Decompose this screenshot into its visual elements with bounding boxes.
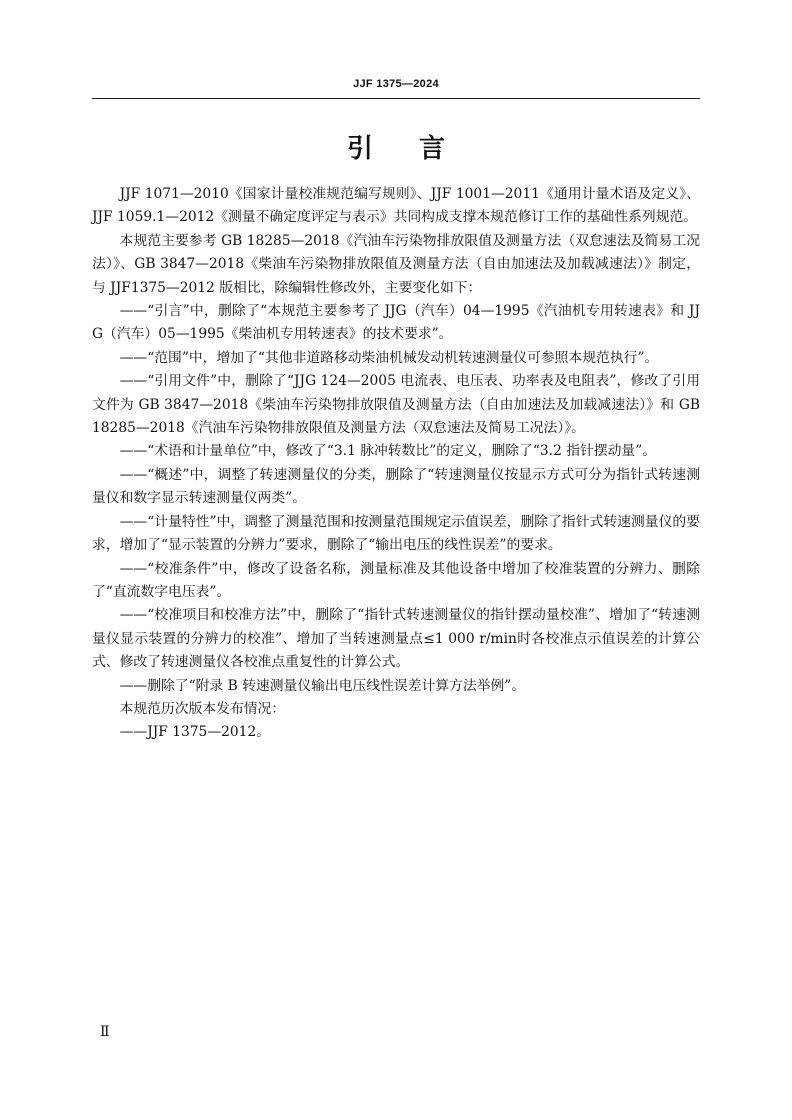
body-text bbox=[92, 183, 700, 745]
paragraph: ——“校准条件”中，修改了设备名称，测量标准及其他设备中增加了校准装置的分辨力、删除了“直流数字电压表”。 bbox=[92, 560, 700, 600]
paragraph: ——“引用文件”中，删除了“JJG 124—2005 电流表、电压表、功率表及电阻表”，修改了引用文件为 GB 3847—2018《柴油车污染物排放限值及测量方法（自由加速法及加载减速法）》和 GB 18285—2018《汽油车污染物排放限值及测量方法（双怠速法及简易工况法）》。 bbox=[92, 373, 700, 437]
paragraph: 本规范历次版本发布情况： bbox=[119, 700, 286, 717]
page-number: Ⅱ bbox=[100, 1024, 110, 1040]
paragraph: ——“术语和计量单位”中，修改了“3.1 脉冲转数比”的定义，删除了“3.2 指针摆动量”。 bbox=[119, 443, 657, 460]
paragraph: ——“概述”中，调整了转速测量仪的分类，删除了“转速测量仪按显示方式可分为指针式转速测量仪和数字显示转速测量仪两类”。 bbox=[92, 466, 700, 507]
paragraph: ——删除了“附录 B 转速测量仪输出电压线性误差计算方法举例”。 bbox=[119, 677, 526, 694]
header-divider bbox=[92, 98, 700, 99]
running-header: JJF 1375—2024 bbox=[353, 78, 439, 90]
paragraph: 本规范主要参考 GB 18285—2018《汽油车污染物排放限值及测量方法（双怠速法及简易工况法）》、GB 3847—2018《柴油车污染物排放限值及测量方法（自由加速法及加载减速法）》制定，与 JJF1375—2012 版相比，除编辑性修改外，主要变化如下： bbox=[92, 232, 700, 296]
paragraph: ——“范围”中，增加了“其他非道路移动柴油机械发动机转速测量仪可参照本规范执行”。 bbox=[119, 349, 659, 366]
paragraph: ——JJF 1375—2012。 bbox=[119, 724, 271, 741]
paragraph: JJF 1071—2010《国家计量校准规范编写规则》、JJF 1001—2011《通用计量术语及定义》、JJF 1059.1—2012《测量不确定度评定与表示》共同构成支撑本规范修订工作的基础性系列规范。 bbox=[92, 186, 700, 226]
paragraph: ——“引言”中，删除了“本规范主要参考了 JJG（汽车）04—1995《汽油机专用转速表》和 JJG（汽车）05—1995《柴油机专用转速表》的技术要求”。 bbox=[92, 303, 700, 343]
section-title: 引言 bbox=[346, 134, 491, 164]
paragraph: ——“计量特性”中，调整了测量范围和按测量范围规定示值误差，删除了指针式转速测量仪的要求，增加了“显示装置的分辨力”要求，删除了“输出电压的线性误差”的要求。 bbox=[92, 513, 700, 554]
paragraph: ——“校准项目和校准方法”中，删除了“指针式转速测量仪的指针摆动量校准”、增加了“转速测量仪显示装置的分辨力的校准”、增加了当转速测量点≤1 000 r/min时各校准点示值误差的计算公式、修改了转速测量仪各校准点重复性的计算公式。 bbox=[92, 607, 700, 671]
